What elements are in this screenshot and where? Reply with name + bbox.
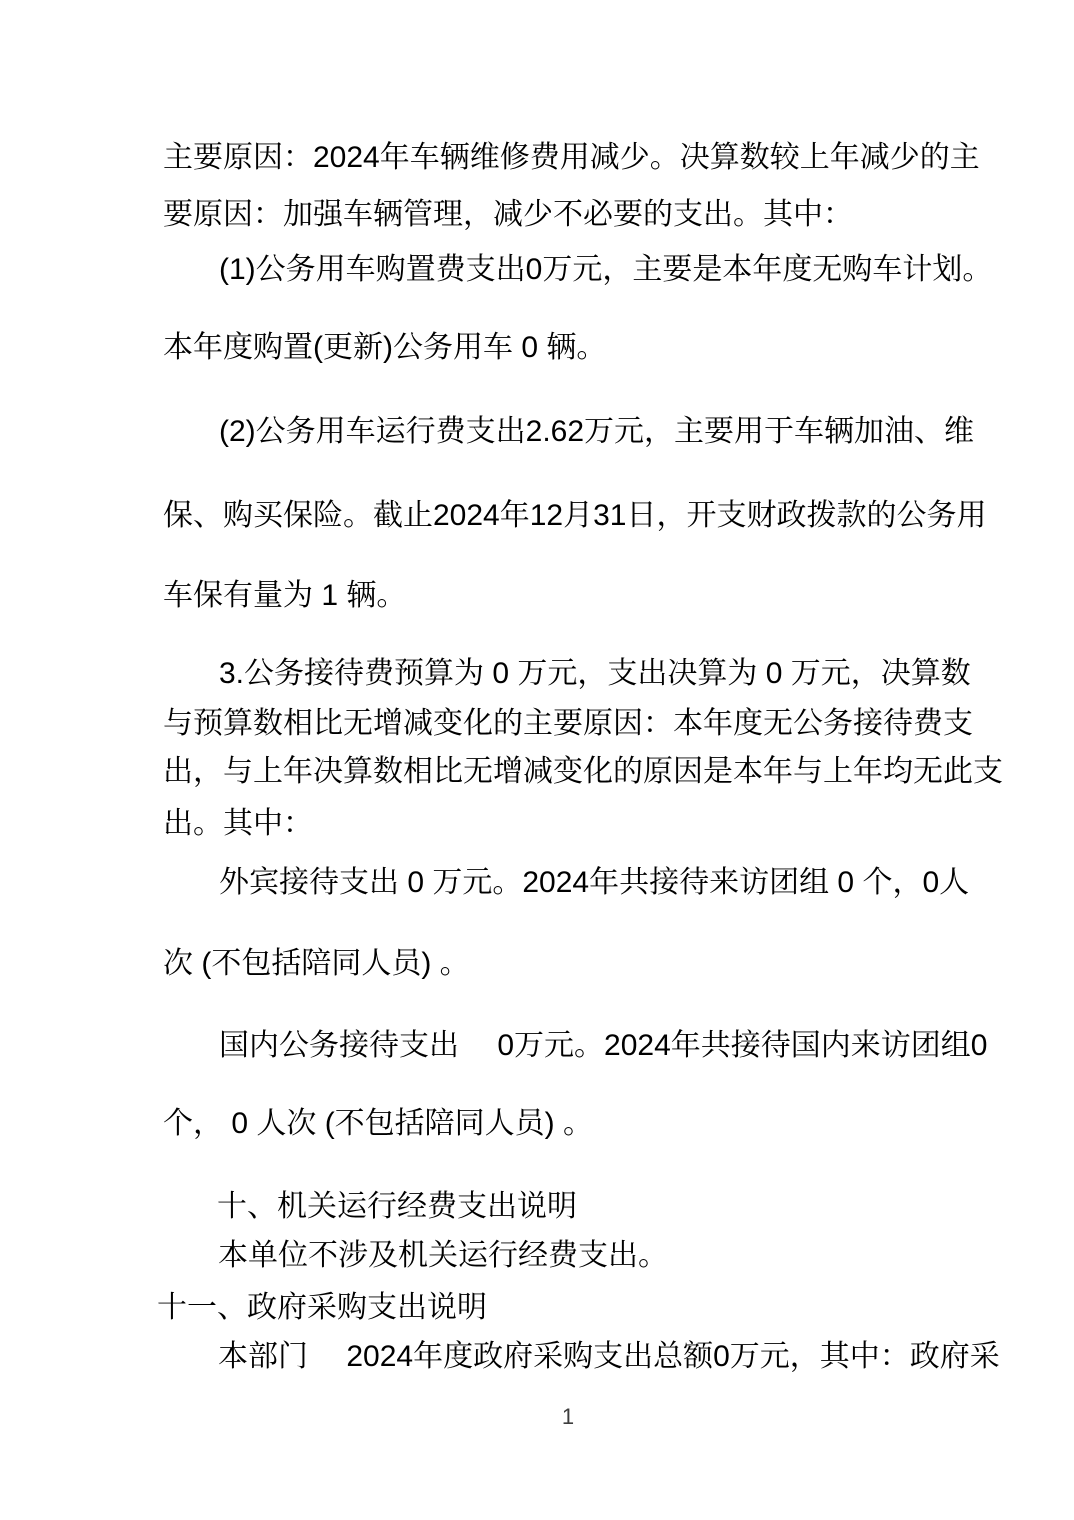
doc-line: 与预算数相比无增减变化的主要原因：本年度无公务接待费支: [163, 707, 973, 740]
section-10-heading: 十、机关运行经费支出说明: [217, 1190, 577, 1223]
doc-line: 车保有量为 1 辆。: [163, 579, 407, 612]
doc-line: 主要原因：2024年车辆维修费用减少。决算数较上年减少的主: [163, 141, 980, 174]
doc-line: 个， 0 人次 (不包括陪同人员) 。: [163, 1107, 594, 1140]
doc-line: 3.公务接待费预算为 0 万元，支出决算为 0 万元，决算数: [219, 657, 971, 690]
page-number: 1: [561, 1404, 575, 1429]
doc-line: (2)公务用车运行费支出2.62万元，主要用于车辆加油、维: [219, 415, 975, 448]
doc-line: (1)公务用车购置费支出0万元，主要是本年度无购车计划。: [219, 253, 993, 286]
doc-line: 出。其中：: [163, 807, 313, 840]
doc-line: 国内公务接待支出 0万元。2024年共接待国内来访团组0: [219, 1029, 988, 1062]
doc-line: 次 (不包括陪同人员) 。: [163, 947, 470, 980]
doc-line: 保、购买保险。截止2024年12月31日，开支财政拨款的公务用: [163, 499, 987, 532]
doc-line: 出，与上年决算数相比无增减变化的原因是本年与上年均无此支: [163, 755, 1003, 788]
doc-line: 要原因：加强车辆管理，减少不必要的支出。其中：: [163, 198, 853, 231]
section-11-heading: 十一、政府采购支出说明: [157, 1291, 487, 1324]
doc-line: 本部门 2024年度政府采购支出总额0万元，其中：政府采: [218, 1340, 1000, 1373]
doc-line: 外宾接待支出 0 万元。2024年共接待来访团组 0 个，0人: [219, 866, 970, 899]
doc-line: 本单位不涉及机关运行经费支出。: [218, 1239, 668, 1272]
doc-line: 本年度购置(更新)公务用车 0 辆。: [163, 331, 607, 364]
